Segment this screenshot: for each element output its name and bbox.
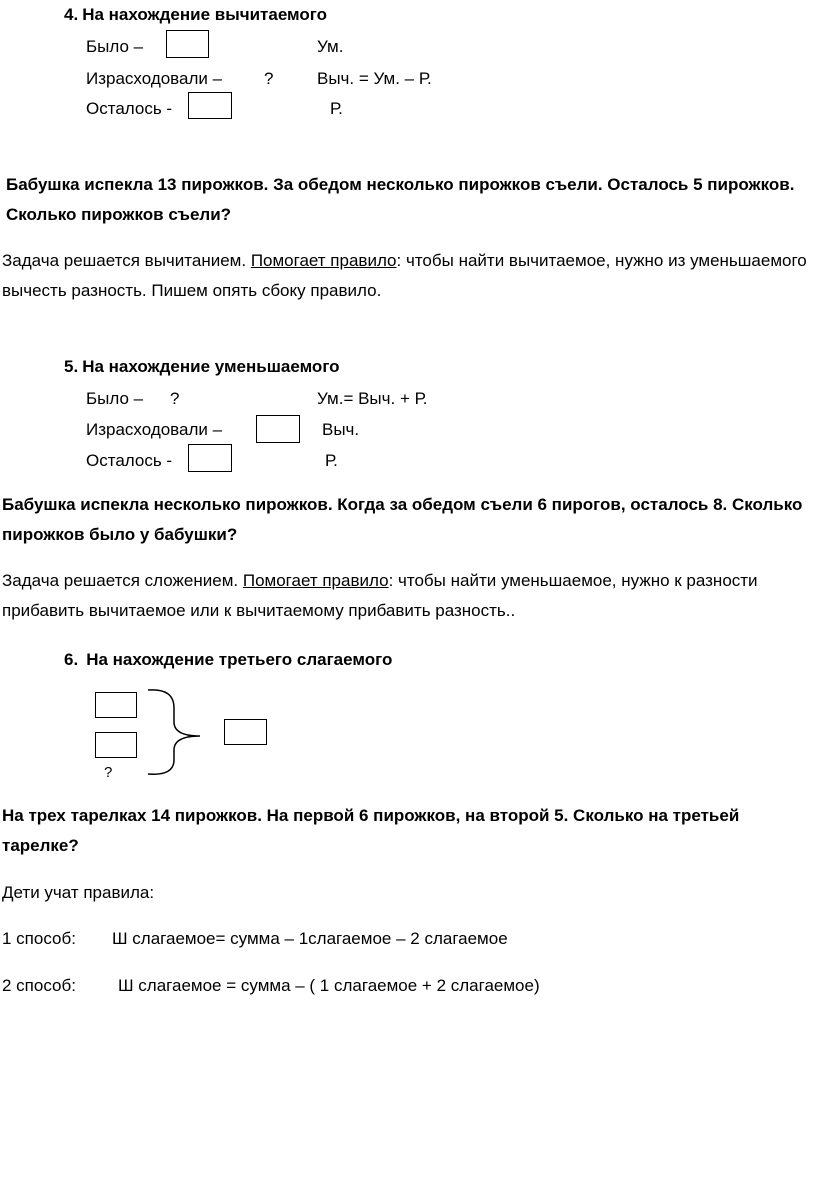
- s5-question-mark: ?: [170, 389, 180, 408]
- s6-way1-label: 1 способ:: [2, 929, 76, 948]
- s4-expl-post: : чтобы найти вычитаемое, нужно из уменьшаемого вычесть разность. Пишем опять сбоку правило.: [2, 251, 807, 300]
- s4-label-r: Р.: [330, 99, 343, 118]
- s4-expl-rule: Помогает правило: [250, 251, 397, 270]
- s6-way1-text: Ш слагаемое= сумма – 1слагаемое – 2 слагаемое: [112, 929, 508, 948]
- s4-row-izrashodovali: Израсходовали –: [86, 69, 223, 88]
- curly-brace-icon: [140, 686, 210, 778]
- s4-expl-pre: Задача решается вычитанием.: [2, 251, 251, 270]
- s5-problem: Бабушка испекла несколько пирожков. Когда за обедом съели 6 пирогов, осталось 8. Сколько пирожков было у бабушки?: [2, 495, 803, 544]
- s5-expl-post: : чтобы найти уменьшаемое, нужно к разности прибавить вычитаемое или к вычитаемому прибавить разность..: [2, 571, 758, 620]
- section4-heading: [64, 4, 327, 26]
- s5-box-ostalos: [188, 444, 232, 472]
- s6-way2-text: Ш слагаемое = сумма – ( 1 слагаемое + 2 слагаемое): [118, 976, 540, 995]
- section5-heading: [64, 356, 340, 378]
- s4-box-ostalos: [188, 92, 232, 119]
- s4-row-ostalos: Осталось -: [86, 99, 173, 118]
- section5-number: 5.: [64, 357, 79, 376]
- s4-box-bylo: [166, 30, 209, 58]
- s4-formula: Выч. = Ум. – Р.: [317, 69, 432, 88]
- s4-label-um: Ум.: [317, 37, 344, 56]
- s4-question-mark: ?: [264, 69, 274, 88]
- section4-number: 4.: [64, 5, 79, 24]
- s5-row-ostalos: Осталось -: [86, 451, 173, 470]
- s6-question-mark: ?: [104, 764, 113, 781]
- s6-rules-intro: Дети учат правила:: [2, 883, 155, 902]
- s6-box-sum: [224, 719, 267, 745]
- s6-box-addend1: [95, 692, 137, 718]
- s5-expl-pre: Задача решается сложением.: [2, 571, 243, 590]
- section4-title: На нахождение вычитаемого: [82, 5, 328, 24]
- s6-problem: На трех тарелках 14 пирожков. На первой 6 пирожков, на второй 5. Сколько на третьей тарелке?: [2, 806, 740, 855]
- s5-explanation: [2, 566, 812, 626]
- s5-label-r: Р.: [325, 451, 338, 470]
- s5-row-izrashodovali: Израсходовали –: [86, 420, 223, 439]
- s6-way2-label: 2 способ:: [2, 976, 76, 995]
- s5-row-bylo: Было –: [86, 389, 144, 408]
- s5-expl-rule: Помогает правило: [242, 571, 389, 590]
- s4-explanation: [2, 246, 812, 306]
- s4-problem: Бабушка испекла 13 пирожков. За обедом несколько пирожков съели. Осталось 5 пирожков. Сколько пирожков съели?: [6, 175, 795, 224]
- section6-number: 6.: [64, 650, 79, 669]
- s6-box-addend2: [95, 732, 137, 758]
- section6-title: На нахождение третьего слагаемого: [86, 650, 393, 669]
- s5-label-vych: Выч.: [322, 420, 360, 439]
- s5-formula: Ум.= Выч. + Р.: [317, 389, 428, 408]
- s5-box-izrashodovali: [256, 415, 300, 443]
- section6-heading: [64, 649, 392, 671]
- section5-title: На нахождение уменьшаемого: [82, 357, 340, 376]
- s4-row-bylo: Было –: [86, 37, 144, 56]
